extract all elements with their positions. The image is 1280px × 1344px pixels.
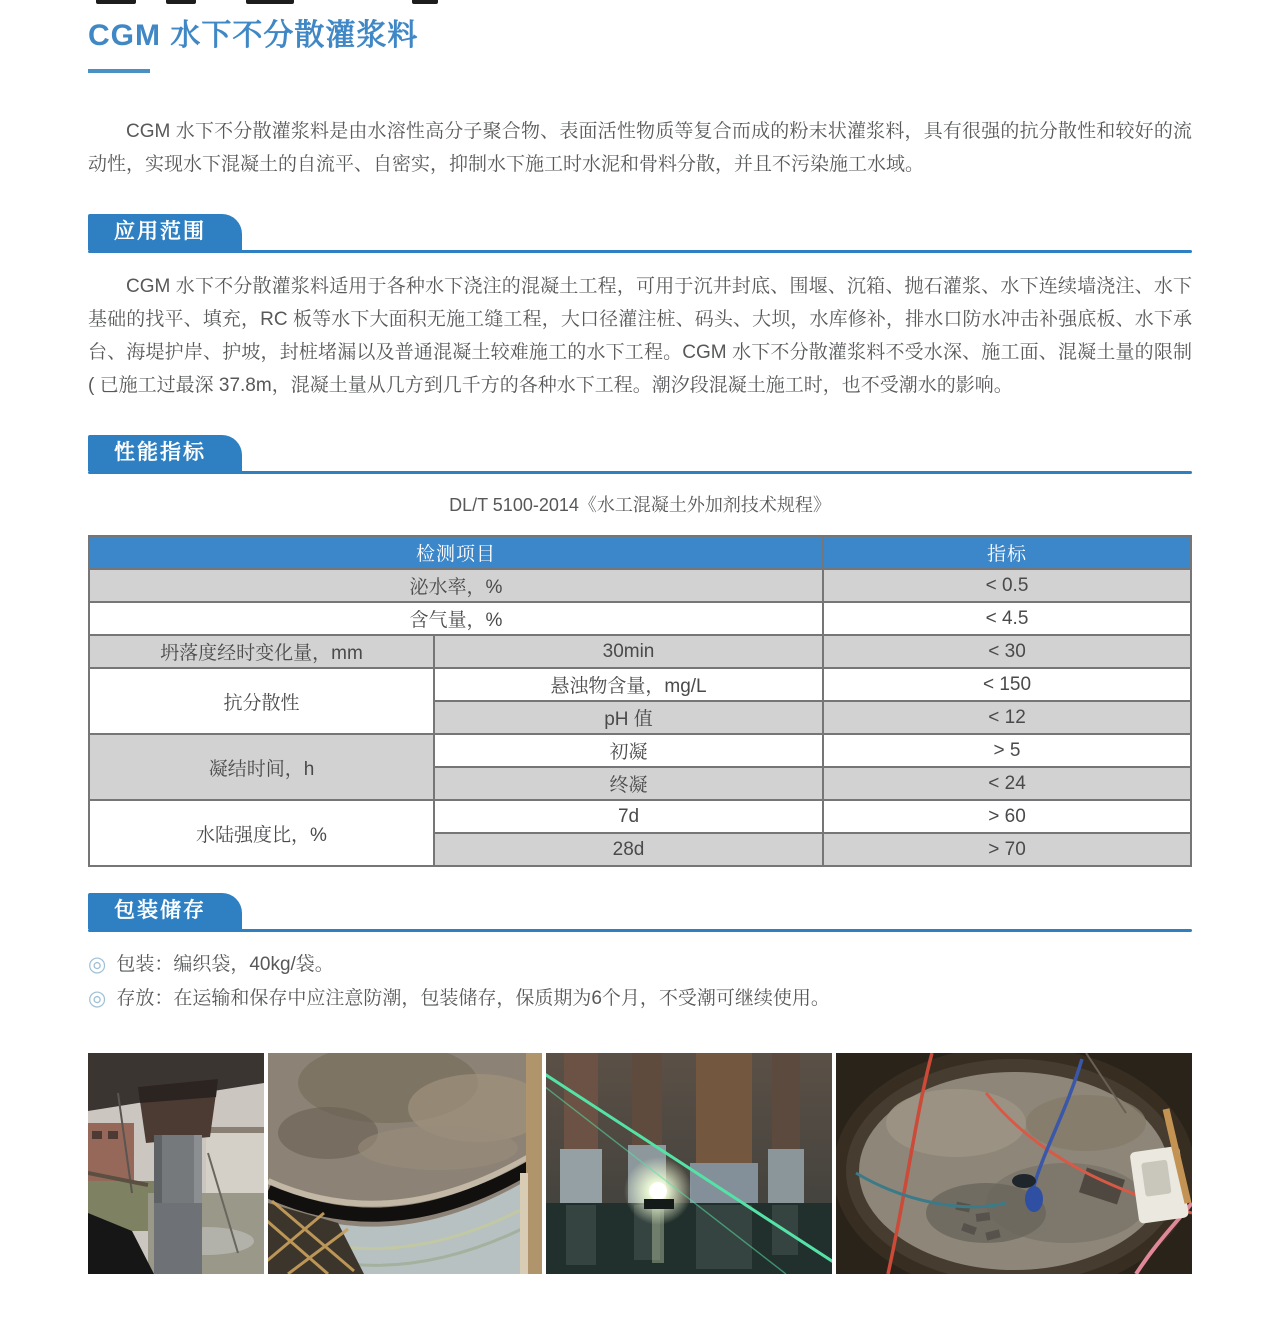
value-cell: < 4.5 xyxy=(823,602,1191,635)
sub-item-cell: 7d xyxy=(434,800,823,833)
double-ring-bullet-icon: ◎ xyxy=(88,987,107,1010)
item-cell: 抗分散性 xyxy=(89,668,434,734)
bullet-text: 包装：编织袋，40kg/袋。 xyxy=(116,954,334,975)
table-row xyxy=(89,602,1191,635)
sub-item-cell: 终凝 xyxy=(434,767,823,800)
sub-item-cell: 初凝 xyxy=(434,734,823,767)
cropped-text-artifact xyxy=(0,0,1280,4)
table-row xyxy=(89,668,1191,701)
value-cell: < 0.5 xyxy=(823,569,1191,602)
performance-table xyxy=(88,535,1192,867)
section-rule xyxy=(88,471,1192,474)
table-header-row xyxy=(89,536,1191,569)
packaging-bullet-list xyxy=(88,948,1192,1016)
section-rule xyxy=(88,250,1192,253)
list-item xyxy=(88,948,1192,982)
table-row xyxy=(89,734,1191,767)
photo-pier-steel-jacket-closeup xyxy=(268,1053,542,1274)
section-performance xyxy=(88,435,1192,474)
standard-note: DL/T 5100-2014《水工混凝土外加剂技术规程》 xyxy=(449,495,831,515)
item-cell: 含气量，% xyxy=(89,602,823,635)
value-cell: < 30 xyxy=(823,635,1191,668)
item-cell: 水陆强度比，% xyxy=(89,800,434,866)
section-tab-packaging: 包装储存 xyxy=(88,893,242,929)
section-rule xyxy=(88,929,1192,932)
photo-night-underwater-piers-laser xyxy=(546,1053,832,1274)
column-header-item: 检测项目 xyxy=(89,536,823,569)
column-header-index: 指标 xyxy=(823,536,1191,569)
application-paragraph: CGM 水下不分散灌浆料适用于各种水下浇注的混凝土工程，可用于沉井封底、围堰、沉箱、抛石灌浆、水下连续墙浇注、水下基础的找平、填充，RC 板等水下大面积无施工缝工程，大口径灌注桩、码头、大坝，水库修补，排水口防水冲击补强底板、水下承台、海堤护岸、护坡，封桩堵漏以及普通混凝土较难施工的水下工程。CGM 水下不分散灌浆料不受水深、施工面、混凝土量的限制 ( 已施工过最深 37.8m，混凝土量从几方到几千方的各种水下工程。潮汐段混凝土施工时，也不受潮水的影响。 xyxy=(88,276,1192,396)
value-cell: > 70 xyxy=(823,833,1191,866)
project-photo-strip xyxy=(88,1053,1192,1274)
photo-illustration xyxy=(836,1053,1192,1274)
section-tab-application: 应用范围 xyxy=(88,214,242,250)
title-underline xyxy=(88,69,150,73)
intro-paragraph: CGM 水下不分散灌浆料是由水溶性高分子聚合物、表面活性物质等复合而成的粉末状灌浆料，具有很强的抗分散性和较好的流动性，实现水下混凝土的自流平、自密实，抑制水下施工时水泥和骨料分散，并且不污染施工水域。 xyxy=(88,121,1192,175)
photo-illustration xyxy=(88,1053,264,1274)
page-title: CGM 水下不分散灌浆料 xyxy=(88,19,419,52)
sub-item-cell: 30min xyxy=(434,635,823,668)
value-cell: < 150 xyxy=(823,668,1191,701)
photo-illustration xyxy=(546,1053,832,1274)
bullet-text: 存放：在运输和保存中应注意防潮，包装储存，保质期为6个月，不受潮可继续使用。 xyxy=(116,988,830,1009)
photo-cofferdam-mud-and-cables xyxy=(836,1053,1192,1274)
section-packaging xyxy=(88,893,1192,932)
list-item xyxy=(88,982,1192,1016)
section-application xyxy=(88,214,1192,253)
value-cell: < 12 xyxy=(823,701,1191,734)
value-cell: < 24 xyxy=(823,767,1191,800)
table-row xyxy=(89,569,1191,602)
item-cell: 凝结时间，h xyxy=(89,734,434,800)
sub-item-cell: 悬浊物含量，mg/L xyxy=(434,668,823,701)
photo-illustration xyxy=(268,1053,542,1274)
value-cell: > 5 xyxy=(823,734,1191,767)
table-row xyxy=(89,800,1191,833)
item-cell: 坍落度经时变化量，mm xyxy=(89,635,434,668)
sub-item-cell: pH 值 xyxy=(434,701,823,734)
value-cell: > 60 xyxy=(823,800,1191,833)
photo-bridge-pier-grouting-site xyxy=(88,1053,264,1274)
section-tab-performance: 性能指标 xyxy=(88,435,242,471)
item-cell: 泌水率，% xyxy=(89,569,823,602)
sub-item-cell: 28d xyxy=(434,833,823,866)
table-row xyxy=(89,635,1191,668)
double-ring-bullet-icon: ◎ xyxy=(88,953,107,976)
